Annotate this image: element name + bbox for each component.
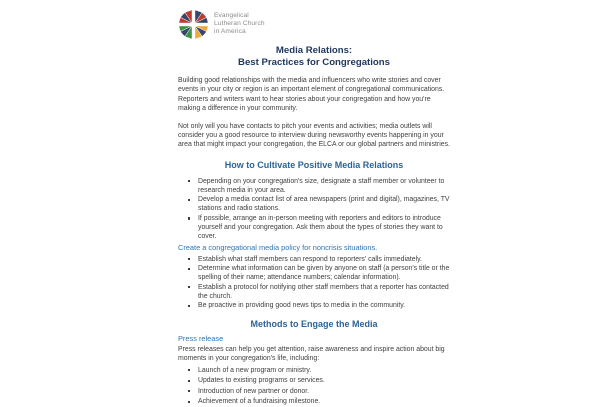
- sub-heading-press-release: Press release: [178, 334, 224, 344]
- list-item: Establish what staff members can respond to reporters' calls immediately.: [198, 255, 450, 264]
- sub-heading-media-policy: Create a congregational media policy for noncrisis situations.: [178, 242, 378, 252]
- document-content: [178, 0, 450, 407]
- list-item: If possible, arrange an in-person meeting with reporters and editors to introduce yourself and your congregation. Ask them about the types of stories they want to cover.: [198, 214, 450, 242]
- document-title-line: Media Relations:: [275, 45, 353, 56]
- intro-paragraph: Not only will you have contacts to pitch your events and activities; media outlets will consider you a good resource to interview during newsworthy events happening in your area that might impact your congregation, the ELCA or our global partners and ministries.: [178, 122, 450, 149]
- document-title: [178, 45, 450, 68]
- list-item: Determine what information can be given by anyone on staff (a person's title or the spelling of their name; attendance numbers; calendar information).: [198, 264, 450, 282]
- section-heading-engage: Methods to Engage the Media: [250, 319, 378, 330]
- org-name-line: in America: [214, 28, 246, 35]
- press-release-paragraph: Press releases can help you get attention, raise awareness and inspire action about big moments in your congregation's life, including:: [178, 345, 445, 363]
- org-name-line: Evangelical: [214, 12, 249, 19]
- policy-bullet-list: [178, 255, 450, 311]
- list-item: Depending on your congregation's size, designate a staff member or volunteer to research media in your area.: [198, 177, 450, 196]
- org-name: [214, 9, 265, 36]
- list-item: Introduction of new partner or donor.: [198, 387, 450, 396]
- list-item: Achievement of a fundraising milestone.: [198, 397, 450, 406]
- document-title-line: Best Practices for Congregations: [238, 56, 390, 68]
- list-item: Develop a media contact list of area newspapers (print and digital), magazines, TV stations and radio stations.: [198, 196, 450, 213]
- list-item: Launch of a new program or ministry.: [198, 366, 450, 375]
- intro-paragraph: Building good relationships with the media and influencers who write stories and cover events in your city or region is an important element of congregational communications. Reporters and writers want to hear stories about your congregation and how you're making a difference in your community.: [178, 77, 445, 112]
- cultivate-bullet-list: [178, 177, 450, 242]
- list-item: Be proactive in providing good news tips to media in the community.: [198, 301, 450, 310]
- document-header: [178, 9, 450, 40]
- elca-logo-icon: [178, 9, 209, 40]
- org-name-line: Lutheran Church: [214, 20, 265, 27]
- section-heading-cultivate: How to Cultivate Positive Media Relations: [224, 159, 404, 170]
- press-release-bullet-list: [178, 366, 450, 407]
- list-item: Updates to existing programs or services.: [198, 376, 450, 385]
- list-item: Establish a protocol for notifying other staff members that a reporter has contacted the church.: [198, 283, 449, 300]
